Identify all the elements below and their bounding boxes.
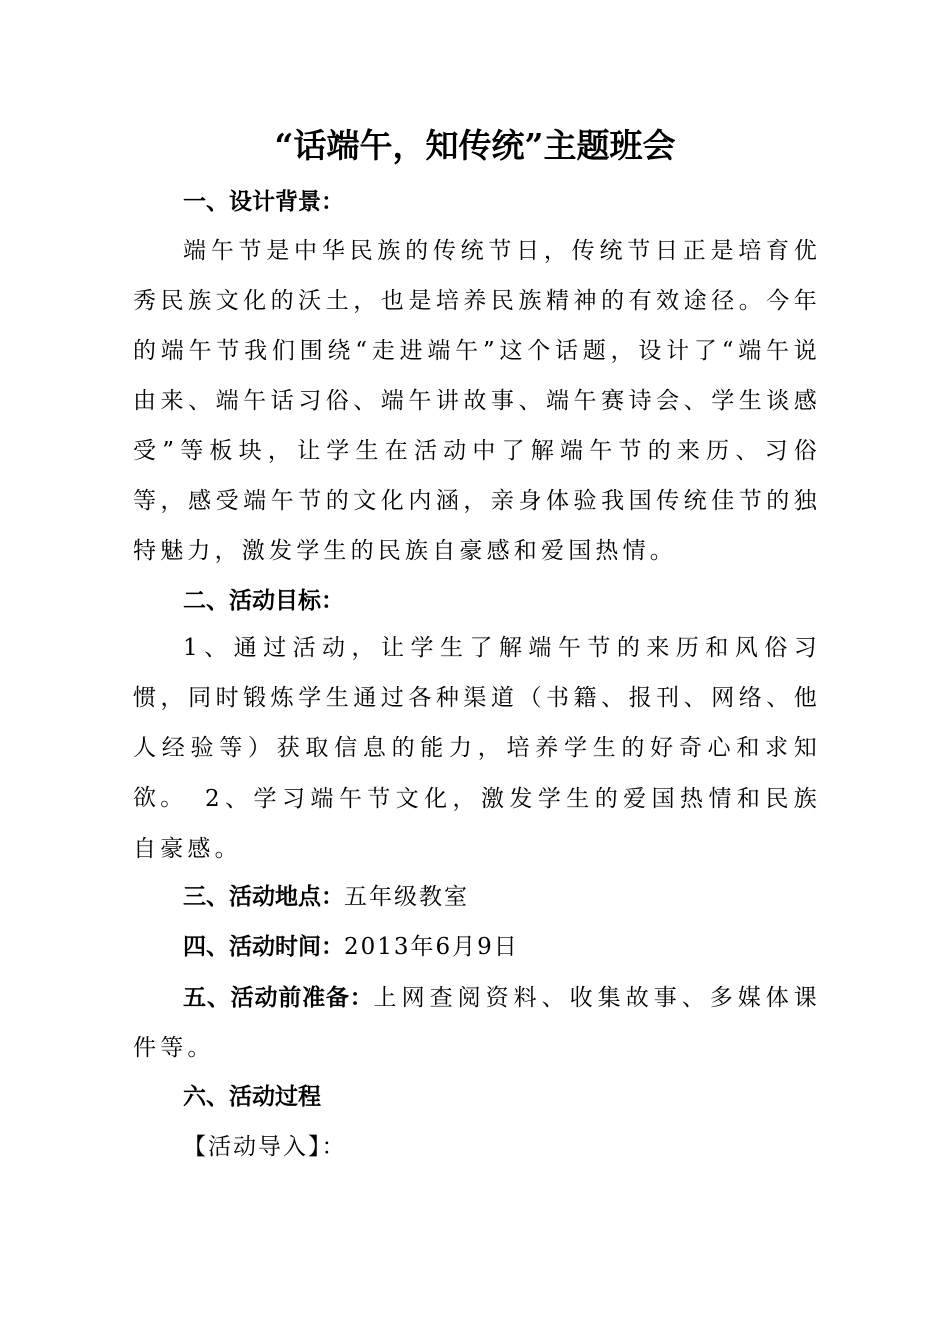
paragraph-goal-1: 1、通过活动，让学生了解端午节的来历和风俗习惯，同时锻炼学生通过各种渠道（书籍、报刊、网络、他人经验等）获取信息的能力，培养学生的好奇心和求知欲。 — [133, 635, 821, 811]
prep-row — [133, 973, 821, 1073]
activity-intro-label: 【活动导入】： — [183, 1134, 347, 1160]
heading-background: 一、设计背景： — [183, 189, 344, 215]
heading-goals: 二、活动目标： — [183, 588, 344, 614]
document-title: “话端午，知传统”主题班会 — [274, 126, 676, 165]
location-label: 三、活动地点： — [183, 884, 344, 910]
location-row — [183, 881, 469, 913]
time-label: 四、活动时间： — [183, 934, 344, 960]
location-value: 五年级教室 — [344, 884, 469, 910]
prep-label: 五、活动前准备： — [183, 985, 374, 1011]
heading-process: 六、活动过程 — [183, 1084, 321, 1110]
paragraph-goal-2: 2、学习端午节文化，激发学生的爱国热情和民族自豪感。 — [133, 786, 821, 862]
prep-value: 上网查阅资料、收集故事、多媒体课件等。 — [133, 985, 822, 1061]
paragraph-background: 端午节是中华民族的传统节日，传统节日正是培育优秀民族文化的沃土，也是培养民族精神的有效途径。今年的端午节我们围绕“走进端午”这个话题，设计了“端午说由来、端午话习俗、端午讲故事、端午赛诗会、学生谈感受”等板块，让学生在活动中了解端午节的来历、习俗等，感受端午节的文化内涵，亲身体验我国传统佳节的独特魅力，激发学生的民族自豪感和爱国热情。 — [133, 238, 821, 564]
time-value: 2013年6月9日 — [344, 934, 519, 960]
time-row — [183, 931, 519, 963]
